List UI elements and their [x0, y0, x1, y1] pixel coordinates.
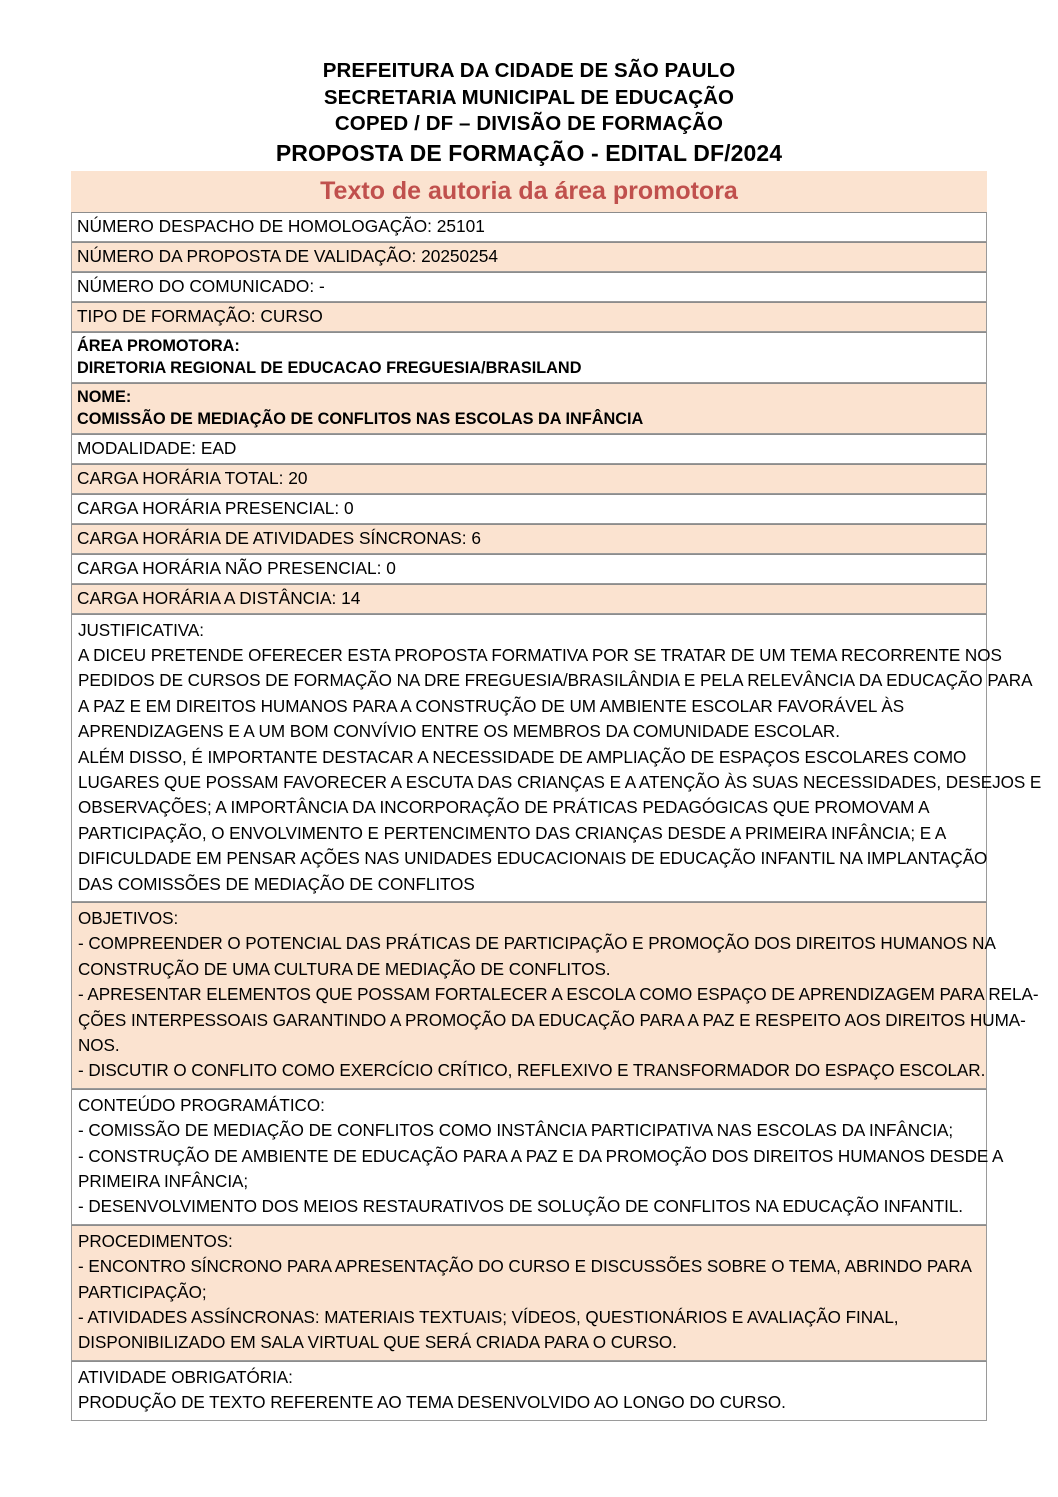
table-row-ch-nao-presencial [71, 554, 987, 584]
justificativa-line: PEDIDOS DE CURSOS DE FORMAÇÃO NA DRE FREGUESIA/BRASILÂNDIA E PELA RELEVÂNCIA DA EDUCAÇÃO PARA [78, 671, 1033, 691]
section-atividade-obrigatoria [71, 1361, 987, 1421]
field-carga-horaria-total: CARGA HORÁRIA TOTAL: 20 [71, 464, 987, 494]
table-row-procedimentos [71, 1225, 987, 1361]
objetivos-line: ÇÕES INTERPESSOAIS GARANTINDO A PROMOÇÃO DA EDUCAÇÃO PARA A PAZ E RESPEITO AOS DIREITOS HUMA- [78, 1010, 1026, 1030]
field-area-promotora [71, 332, 987, 383]
conteudo-line: - CONSTRUÇÃO DE AMBIENTE DE EDUCAÇÃO PARA A PAZ E DA PROMOÇÃO DOS DIREITOS HUMANOS DESDE A [78, 1146, 1004, 1166]
procedimentos-line: DISPONIBILIZADO EM SALA VIRTUAL QUE SERÁ CRIADA PARA O CURSO. [78, 1333, 677, 1353]
conteudo-line: PRIMEIRA INFÂNCIA; [78, 1172, 249, 1192]
objetivos-label: OBJETIVOS: [78, 908, 179, 928]
table-row-despacho [71, 212, 987, 242]
justificativa-line: DAS COMISSÕES DE MEDIAÇÃO DE CONFLITOS [78, 874, 475, 894]
table-row-ch-total [71, 464, 987, 494]
objetivos-line: CONSTRUÇÃO DE UMA CULTURA DE MEDIAÇÃO DE CONFLITOS. [78, 959, 611, 979]
objetivos-line: - APRESENTAR ELEMENTOS QUE POSSAM FORTALECER A ESCOLA COMO ESPAÇO DE APRENDIZAGEM PARA RELA- [78, 985, 1039, 1005]
field-carga-horaria-presencial: CARGA HORÁRIA PRESENCIAL: 0 [71, 494, 987, 524]
table-row-proposta [71, 242, 987, 272]
justificativa-line: LUGARES QUE POSSAM FAVORECER A ESCUTA DAS CRIANÇAS E A ATENÇÃO ÀS SUAS NECESSIDADES, DESEJOS E [78, 772, 1042, 792]
proposta-form-table [71, 171, 1042, 1421]
objetivos-line: - COMPREENDER O POTENCIAL DAS PRÁTICAS DE PARTICIPAÇÃO E PROMOÇÃO DOS DIREITOS HUMANOS NA [78, 934, 996, 954]
table-row-ch-sincronas [71, 524, 987, 554]
title-band-row [71, 171, 987, 212]
objetivos-line: - DISCUTIR O CONFLITO COMO EXERCÍCIO CRÍTICO, REFLEXIVO E TRANSFORMADOR DO ESPAÇO ESCOLAR. [78, 1061, 986, 1081]
justificativa-line: PARTICIPAÇÃO, O ENVOLVIMENTO E PERTENCIMENTO DAS CRIANÇAS DESDE A PRIMEIRA INFÂNCIA; E A [78, 823, 947, 843]
justificativa-line: OBSERVAÇÕES; A IMPORTÂNCIA DA INCORPORAÇÃO DE PRÁTICAS PEDAGÓGICAS QUE PROMOVAM A [78, 798, 930, 818]
procedimentos-line: PARTICIPAÇÃO; [78, 1282, 207, 1302]
field-despacho-homologacao: NÚMERO DESPACHO DE HOMOLOGAÇÃO: 25101 [71, 212, 987, 242]
table-row-comunicado [71, 272, 987, 302]
table-row-tipo-formacao [71, 302, 987, 332]
field-nome [71, 383, 987, 434]
header-line-proposta: PROPOSTA DE FORMAÇÃO - EDITAL DF/2024 [275, 139, 783, 166]
nome-value: COMISSÃO DE MEDIAÇÃO DE CONFLITOS NAS ESCOLAS DA INFÂNCIA [77, 409, 644, 428]
atividade-obrigatoria-line: PRODUÇÃO DE TEXTO REFERENTE AO TEMA DESENVOLVIDO AO LONGO DO CURSO. [78, 1393, 786, 1413]
table-row-ch-distancia [71, 584, 987, 614]
header-line-prefeitura: PREFEITURA DA CIDADE DE SÃO PAULO [322, 59, 736, 82]
objetivos-line: NOS. [78, 1036, 120, 1055]
section-objetivos [71, 902, 1039, 1089]
header-line-coped: COPED / DF – DIVISÃO DE FORMAÇÃO [334, 112, 724, 135]
justificativa-line: APRENDIZAGENS E A UM BOM CONVÍVIO ENTRE OS MEMBROS DA COMUNIDADE ESCOLAR. [78, 722, 840, 742]
field-numero-comunicado: NÚMERO DO COMUNICADO: - [71, 272, 987, 302]
atividade-obrigatoria-label: ATIVIDADE OBRIGATÓRIA: [78, 1367, 293, 1387]
procedimentos-line: - ATIVIDADES ASSÍNCRONAS: MATERIAIS TEXTUAIS; VÍDEOS, QUESTIONÁRIOS E AVALIAÇÃO FINAL, [78, 1308, 899, 1328]
nome-label: NOME: [77, 387, 132, 406]
justificativa-line: DIFICULDADE EM PENSAR AÇÕES NAS UNIDADES EDUCACIONAIS DE EDUCAÇÃO INFANTIL NA IMPLANTAÇÃO [78, 849, 988, 869]
table-row-atividade-obrigatoria [71, 1361, 987, 1421]
conteudo-line: - COMISSÃO DE MEDIAÇÃO DE CONFLITOS COMO INSTÂNCIA PARTICIPATIVA NAS ESCOLAS DA INFÂNCIA; [78, 1121, 954, 1141]
section-justificativa [71, 614, 1042, 902]
procedimentos-label: PROCEDIMENTOS: [78, 1231, 233, 1251]
field-modalidade: MODALIDADE: EAD [71, 434, 987, 464]
field-carga-horaria-distancia: CARGA HORÁRIA A DISTÂNCIA: 14 [71, 584, 987, 614]
field-carga-horaria-nao-presencial: CARGA HORÁRIA NÃO PRESENCIAL: 0 [71, 554, 987, 584]
table-row-justificativa [71, 614, 987, 902]
field-carga-horaria-sincronas: CARGA HORÁRIA DE ATIVIDADES SÍNCRONAS: 6 [71, 524, 987, 554]
justificativa-label: JUSTIFICATIVA: [78, 620, 204, 640]
section-procedimentos [71, 1225, 987, 1361]
table-row-area-promotora [71, 332, 987, 383]
header-line-secretaria: SECRETARIA MUNICIPAL DE EDUCAÇÃO [323, 85, 735, 109]
table-row-conteudo [71, 1089, 987, 1225]
conteudo-line: - DESENVOLVIMENTO DOS MEIOS RESTAURATIVOS DE SOLUÇÃO DE CONFLITOS NA EDUCAÇÃO INFANTIL. [78, 1197, 963, 1217]
section-conteudo-programatico [71, 1089, 1004, 1225]
area-promotora-value: DIRETORIA REGIONAL DE EDUCACAO FREGUESIA/BRASILAND [77, 358, 582, 377]
table-row-objetivos [71, 902, 987, 1089]
document-header [0, 0, 1058, 168]
conteudo-label: CONTEÚDO PROGRAMÁTICO: [78, 1095, 325, 1115]
table-row-ch-presencial [71, 494, 987, 524]
field-numero-proposta-validacao: NÚMERO DA PROPOSTA DE VALIDAÇÃO: 20250254 [71, 242, 987, 272]
procedimentos-line: - ENCONTRO SÍNCRONO PARA APRESENTAÇÃO DO CURSO E DISCUSSÕES SOBRE O TEMA, ABRINDO PARA [78, 1257, 972, 1277]
area-promotora-label: ÁREA PROMOTORA: [77, 336, 240, 355]
table-row-modalidade [71, 434, 987, 464]
justificativa-line: A DICEU PRETENDE OFERECER ESTA PROPOSTA FORMATIVA POR SE TRATAR DE UM TEMA RECORRENTE NOS [78, 645, 1002, 665]
justificativa-line: A PAZ E EM DIREITOS HUMANOS PARA A CONSTRUÇÃO DE UM AMBIENTE ESCOLAR FAVORÁVEL ÀS [78, 696, 905, 716]
table-row-nome [71, 383, 987, 434]
justificativa-line: ALÉM DISSO, É IMPORTANTE DESTACAR A NECESSIDADE DE AMPLIAÇÃO DE ESPAÇOS ESCOLARES COMO [78, 747, 967, 767]
title-band-text: Texto de autoria da área promotora [71, 171, 987, 212]
field-tipo-formacao: TIPO DE FORMAÇÃO: CURSO [71, 302, 987, 332]
